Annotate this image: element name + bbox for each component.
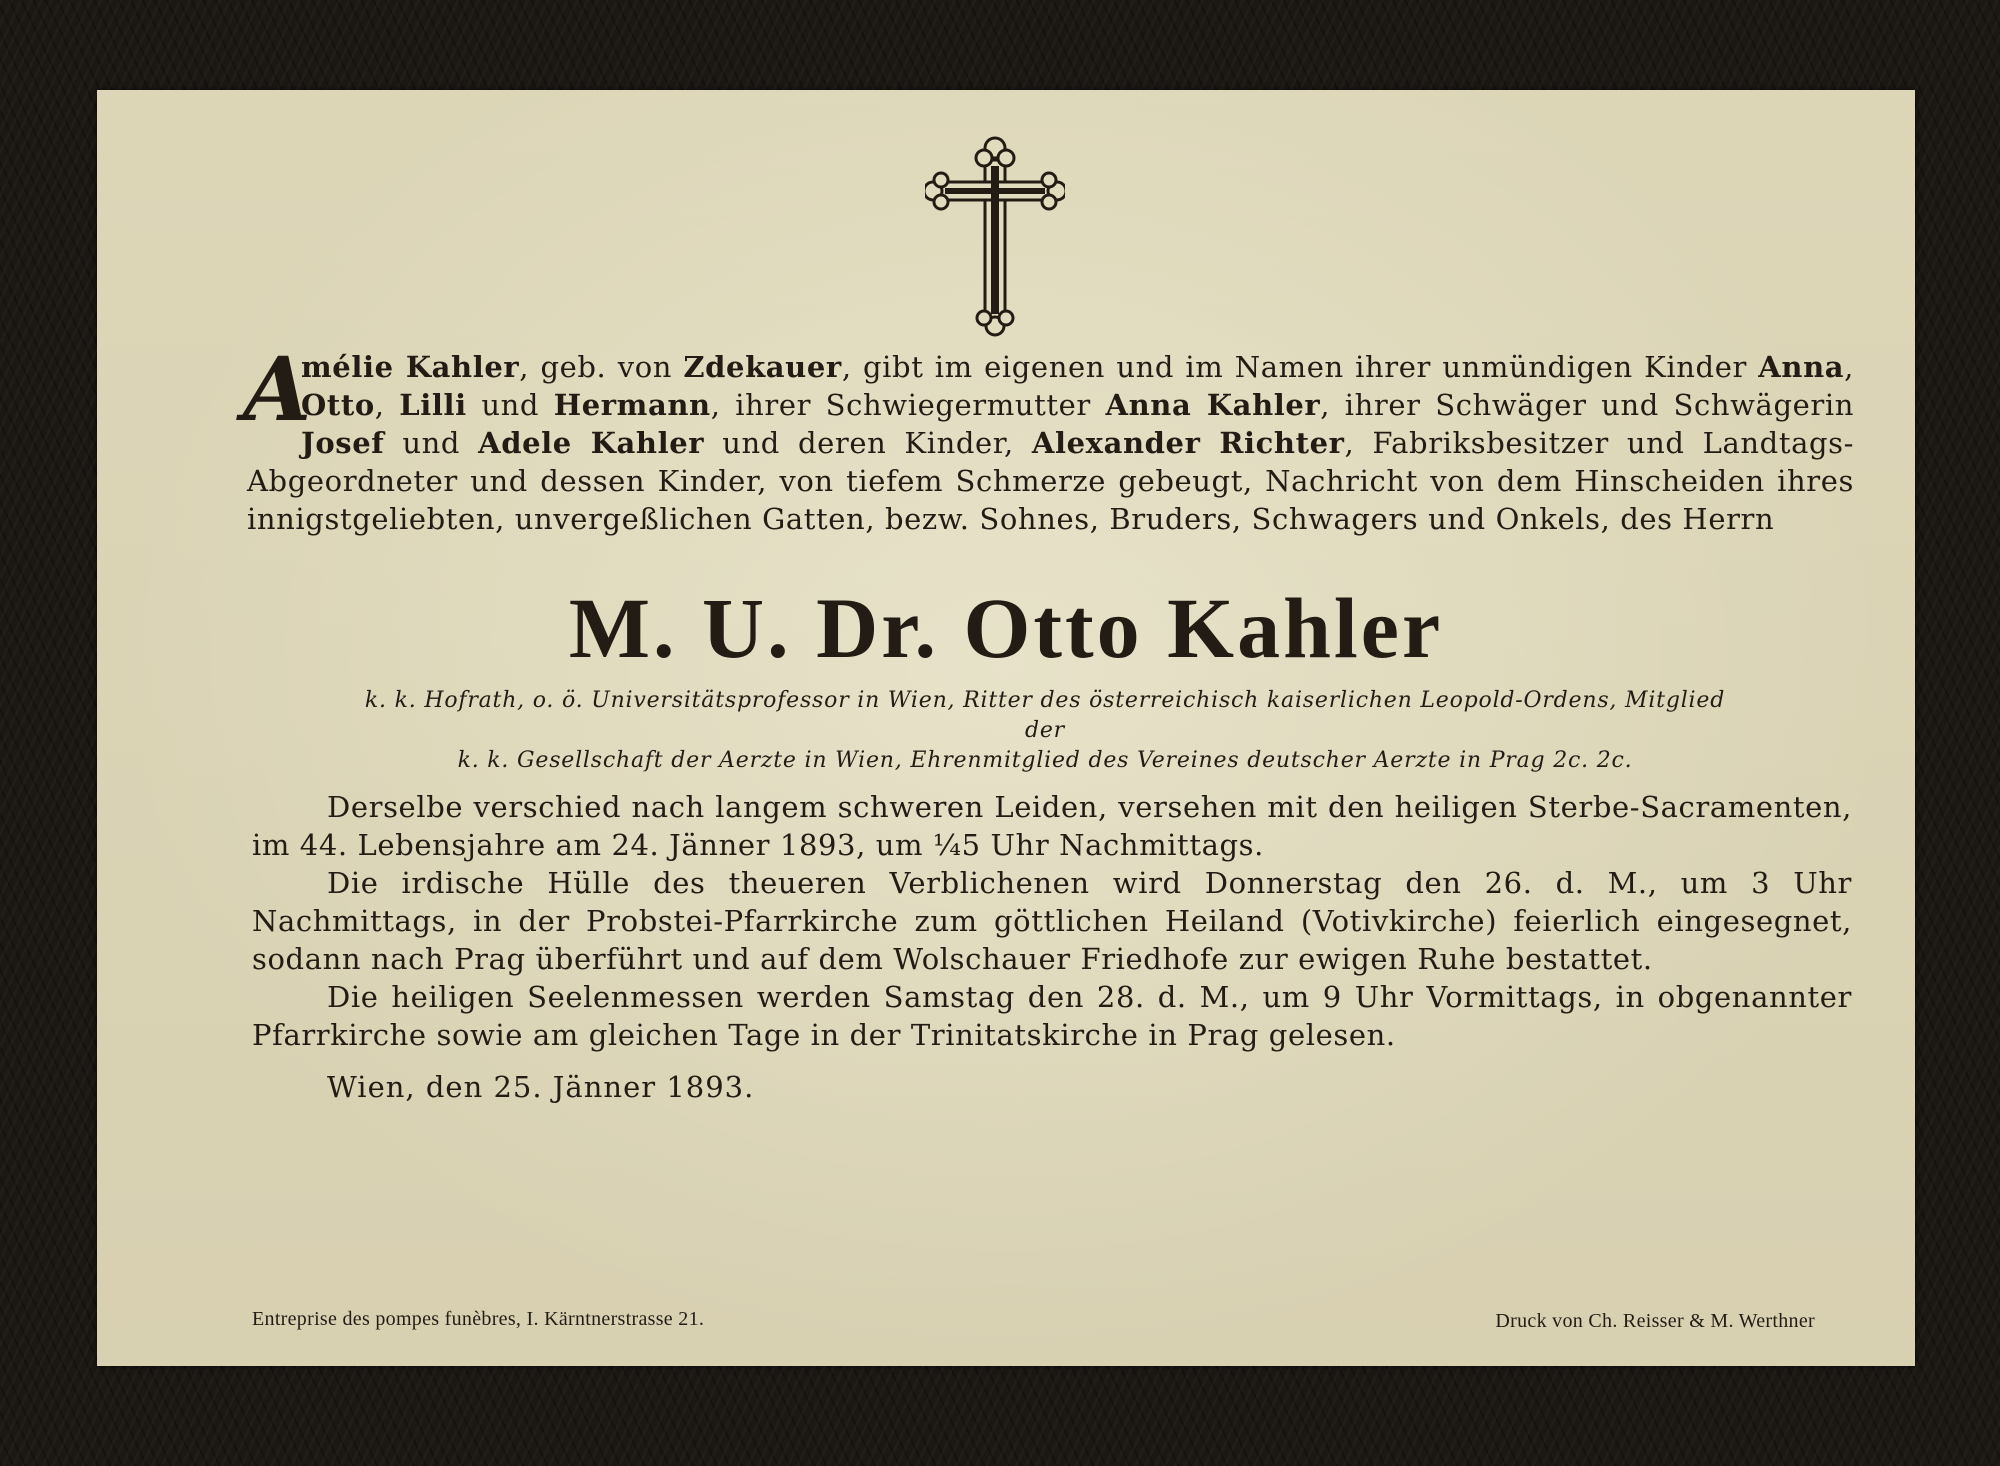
intro-fragment: ,: [1844, 350, 1854, 384]
intro-name: Adele Kahler: [478, 426, 705, 460]
intro-name: Anna Kahler: [1105, 388, 1321, 422]
intro-fragment: , geb. von: [519, 350, 684, 384]
intro-name: Hermann: [553, 388, 711, 422]
titles-line-2: k. k. Gesellschaft der Aerzte in Wien, Ehrenmitglied des Vereines deutscher Aerzte in Prag 2c. 2c.: [457, 748, 1633, 773]
dateline: Wien, den 25. Jänner 1893.: [327, 1070, 755, 1104]
intro-fragment: und: [466, 388, 554, 422]
undertaker-credit: Entreprise des pompes funèbres, I. Kärntnerstrasse 21.: [252, 1308, 705, 1330]
requiem-paragraph: Die heiligen Seelenmessen werden Samstag den 28. d. M., um 9 Uhr Vormittags, in obgenannter Pfarrkirche sowie am gleichen Tage in der Trinitatskirche in Prag gelesen.: [252, 980, 1852, 1052]
funeral-paragraph: Die irdische Hülle des theueren Verblichenen wird Donnerstag den 26. d. M., um 3 Uhr Nachmittags, in der Probstei-Pfarrkirche zum göttlichen Heiland (Votivkirche) feierlich eingesegnet, sodann nach Prag überführt und auf dem Wolschauer Friedhofe zur ewigen Ruhe bestattet.: [252, 866, 1852, 976]
intro-fragment: ,: [374, 388, 400, 422]
intro-fragment: und: [384, 426, 479, 460]
intro-text: [247, 350, 1854, 536]
intro-fragment: , ihrer Schwäger und Schwägerin: [1320, 388, 1854, 422]
intro-name: Alexander Richter: [1031, 426, 1345, 460]
intro-fragment: , Fabriksbesitzer und Landtags-Abgeordneter und dessen Kinder, von tiefem Schmerze gebeugt, Nachricht von dem Hinscheiden ihres innigstgeliebten, unvergeßlichen Gatten, bezw. Sohnes, Bruders, Schwagers und Onkels, des Herrn: [247, 426, 1855, 536]
intro-name: Josef: [301, 426, 385, 460]
drop-cap: A: [243, 337, 312, 441]
intro-name: Otto: [301, 388, 375, 422]
intro-fragment: , ihrer Schwiegermutter: [710, 388, 1106, 422]
intro-fragment: und deren Kinder,: [704, 426, 1032, 460]
intro-name: Anna: [1758, 350, 1845, 384]
deceased-titles: [355, 686, 1735, 776]
intro-fragment: , gibt im eigenen und im Namen ihrer unmündigen Kinder: [841, 350, 1759, 384]
death-paragraph: Derselbe verschied nach langem schweren Leiden, versehen mit den heiligen Sterbe-Sacramenten, im 44. Lebensjahre am 24. Jänner 1893, um ¼5 Uhr Nachmittags.: [252, 790, 1852, 862]
intro-name: Zdekauer: [683, 350, 842, 384]
mourning-notice-card: [97, 90, 1915, 1366]
intro-name: mélie Kahler: [301, 350, 520, 384]
titles-line-1: k. k. Hofrath, o. ö. Universitätsprofessor in Wien, Ritter des österreichisch kaiserlichen Leopold-Ordens, Mitglied der: [364, 688, 1726, 743]
intro-paragraph: [243, 337, 1855, 538]
printer-credit: Druck von Ch. Reisser & M. Werthner: [1495, 1310, 1815, 1332]
deceased-name: M. U. Dr. Otto Kahler: [568, 580, 1444, 676]
cross-icon: [925, 132, 1065, 338]
intro-name: Lilli: [399, 388, 467, 422]
